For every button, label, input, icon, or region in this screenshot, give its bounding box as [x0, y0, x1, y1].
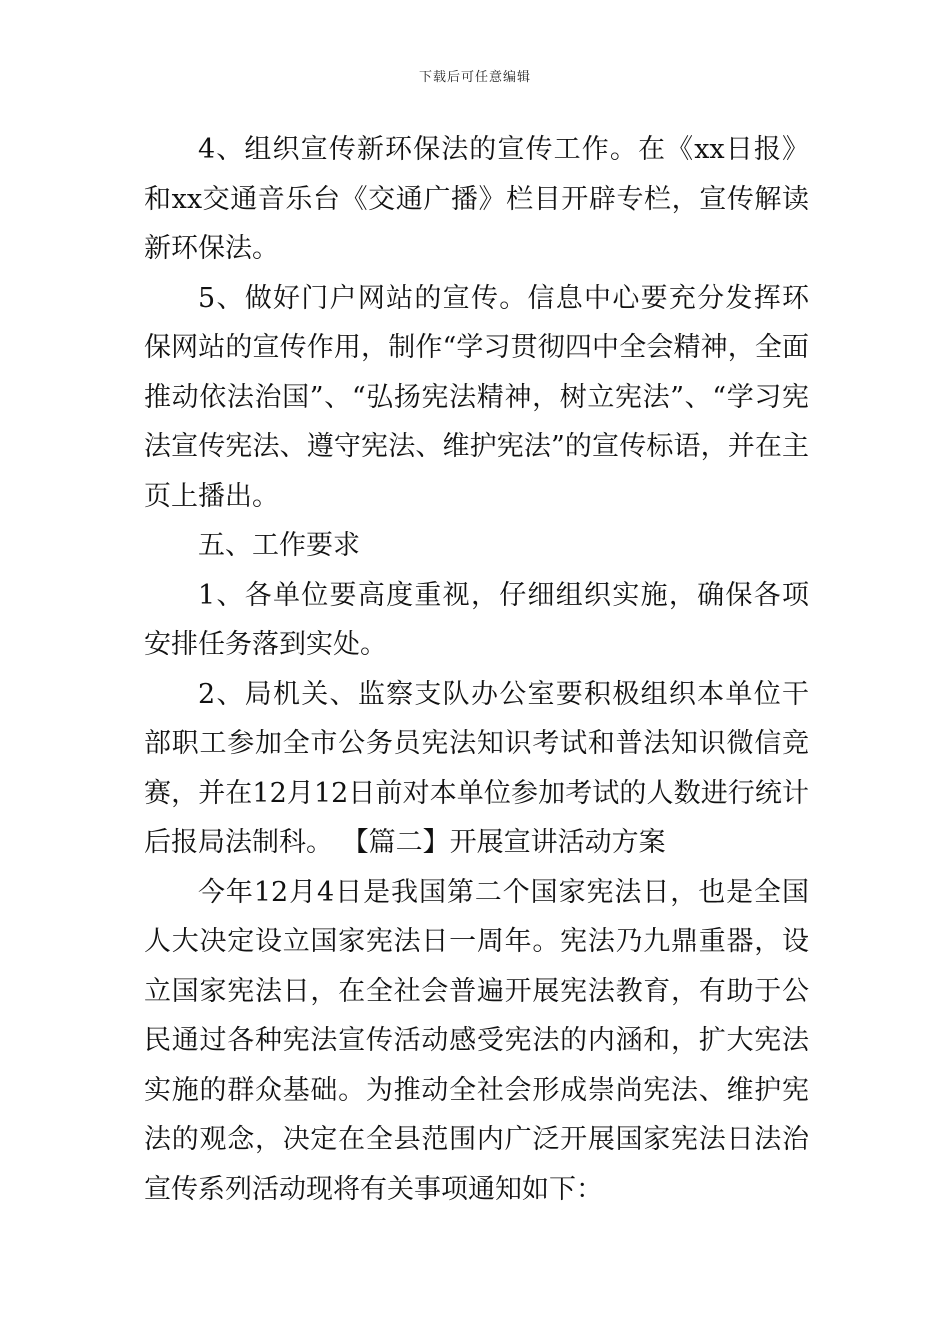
paragraph-item-4: 4、组织宣传新环保法的宣传工作。在《xx日报》和xx交通音乐台《交通广播》栏目开辟专栏，宣传解读新环保法。 [144, 134, 809, 264]
document-body [144, 125, 809, 1214]
paragraph-intro: 今年12月4日是我国第二个国家宪法日，也是全国人大决定设立国家宪法日一周年。宪法乃九鼎重器，设立国家宪法日，在全社会普遍开展宪法教育，有助于公民通过各种宪法宣传活动感受宪法的内涵和，扩大宪法实施的群众基础。为推动全社会形成崇尚宪法、维护宪法的观念，决定在全县范围内广泛开展国家宪法日法治宣传系列活动现将有关事项通知如下： [144, 876, 809, 1205]
paragraph-item-5: 5、做好门户网站的宣传。信息中心要充分发挥环保网站的宣传作用，制作“学习贯彻四中全会精神，全面推动依法治国”、“弘扬宪法精神，树立宪法”、“学习宪法宣传宪法、遵守宪法、维护宪法”的宣传标语，并在主页上播出。 [144, 282, 809, 512]
paragraph-requirement-2: 2、局机关、监察支队办公室要积极组织本单位干部职工参加全市公务员宪法知识考试和普法知识微信竞赛，并在12月12日前对本单位参加考试的人数进行统计后报局法制科。 【篇二】开展宣讲活动方案 [144, 678, 809, 858]
header-note: 下载后可任意编辑 [418, 70, 531, 85]
section-heading-work-requirements: 五、工作要求 [198, 530, 360, 561]
paragraph-requirement-1: 1、各单位要高度重视，仔细组织实施，确保各项安排任务落到实处。 [144, 579, 809, 660]
